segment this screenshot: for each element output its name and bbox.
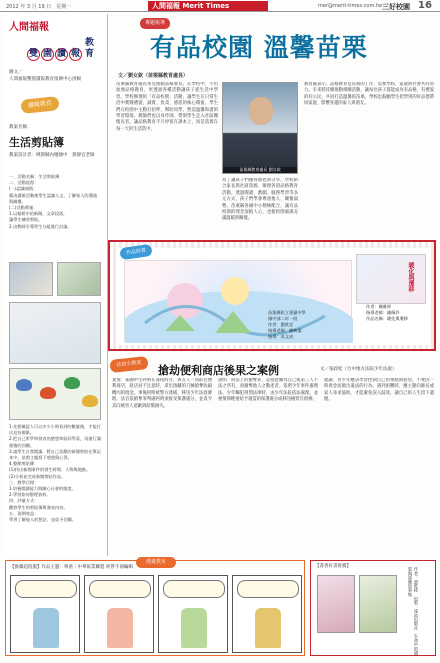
- speech-bubble: [237, 580, 299, 598]
- step-line: 1.先要確認人可以多少小時看到的數量後，才能打出這份報紙。: [9, 424, 101, 436]
- book-cover: [359, 575, 397, 633]
- article-title: 搶劫便利商店後果之案例: [158, 364, 279, 377]
- step-line: 一、活動名稱：生活剪貼簿: [9, 174, 60, 179]
- step-line: 2.由教師引導學生分組進行討論。: [9, 223, 72, 229]
- books-description: 作者：游乾桂 出版：遠流出版社 生命中的感恩與溫暖故事集: [408, 567, 419, 655]
- step-line: 4.整理剪貼簿：: [9, 461, 39, 467]
- caption-line: 作者：陳雅婷: [366, 304, 392, 309]
- comic-figure: [33, 608, 59, 648]
- speech-bubble: [89, 580, 151, 598]
- caption-line: 指導：吳文成: [268, 334, 294, 339]
- logo-char: 報: [70, 49, 80, 59]
- caption-line: 指導老師：陳映潔: [268, 328, 302, 333]
- feature-column-2: 為了讓孩子們懂得感恩與分享，學校結合家長與社區資源，辦理各項品格教育活動。透過閱讀、戲劇、服務學習等多元方式，孩子們學會尊重他人、關懷弱勢。苗栗縣各國中小積極配合，讓有品校園的理念深植人心，也使校園處處充滿溫暖與關懷。: [222, 178, 298, 222]
- article-tag: 法治小教室: [109, 356, 148, 373]
- artwork-inner: [116, 248, 430, 345]
- caption-line: 國中部二年一班: [268, 316, 298, 321]
- step-line: (2)分析並完成新聞剪貼作品。: [9, 473, 66, 479]
- logo-tail: 教育: [84, 38, 94, 59]
- lesson-label: 教案名稱：: [9, 125, 32, 130]
- step-line: (一)認識報紙：: [9, 186, 38, 192]
- portrait-face: [249, 97, 273, 125]
- header-section: 三好校園: [382, 3, 410, 11]
- lesson-badge: 讀報教育: [20, 96, 59, 114]
- artwork-box: [108, 240, 436, 351]
- bird-icon: [64, 377, 80, 389]
- comic-tag: 漫畫教室: [136, 557, 176, 568]
- header-date: 2012 年 3 月 19 日 星期一: [6, 4, 72, 10]
- bird-illustration: [9, 368, 101, 420]
- step-line: 四、評量方式：: [9, 498, 39, 504]
- comic-heading: 【換藥超值服】作品主題：尊重｜中華報業聯盟 經營手冊編輯: [10, 565, 133, 570]
- step-line: 學習了解他人的想法、並給予回饋。: [9, 517, 77, 523]
- step-line: 1.以報紙中的新聞、文章段落，: [9, 211, 68, 217]
- comic-panel: [232, 575, 302, 653]
- caption-line: 指導老師：鍾佩玲: [366, 310, 400, 315]
- header-email: mer@merit-times.com.tw: [318, 3, 382, 9]
- clipping-photo: [9, 302, 101, 364]
- article-column-2: 說明：刑法上的搶奪罪，是指意圖為自己或第三人不法之所有，而搶奪他人之動產者。依照少年事件處理法，少年觸犯刑罰法律時，由少年法院依法處理，並視情節輕重給予適當的保護處分或移送檢察官偵辦。: [218, 378, 318, 403]
- artwork-drawing: [125, 261, 353, 343]
- comic-strip: [5, 560, 305, 656]
- header-page-number: 16: [418, 0, 432, 11]
- speech-bubble: [163, 580, 225, 598]
- step-line: (1)找出新聞事件的發生時間、人物與地點。: [9, 467, 91, 473]
- left-author: [9, 69, 81, 83]
- lesson-designer: 教案設計者：桃園縣內壢國中 黃靜宜老師: [9, 153, 95, 158]
- logo-char: 讀: [56, 49, 66, 59]
- director-portrait: [222, 82, 298, 174]
- classroom-photo: [9, 262, 53, 296]
- step-line: 讓學生練習剪貼。: [9, 217, 43, 223]
- step-line: 3.請學生自我閱讀，將自己喜歡的新聞剪貼在筆記本中，依照主題寫下感想與心得。: [9, 448, 101, 461]
- lesson-steps-continued: [9, 424, 101, 523]
- student-artwork-2: [356, 254, 426, 304]
- article-column-3: 建議：青少年應該學習控制自己的情緒與慾望，不要因一時貪念而做出違法的行為。遇到困難時，應主動向師長或家人尋求協助，才能避免誤入歧途，讓自己的人生留下遺憾。: [324, 378, 434, 403]
- book-recommendation: [310, 560, 436, 656]
- logo-char: 園: [42, 49, 52, 59]
- artwork-caption-2: [366, 304, 408, 322]
- books-heading: 【書香好書推薦】: [315, 564, 351, 569]
- feature-title: 有品校園 溫馨苗栗: [150, 33, 368, 62]
- comic-panel: [10, 575, 80, 653]
- bird-icon: [82, 395, 98, 407]
- feature-column-1: 苗栗縣教育處長率先推動品格教育。在學校中，不但加強品格教育，更透過各種活動讓孩子從生活中學習。學校辦理的「有品校園」活動，讓學生在日常生活中實踐禮貌、誠實、負責、感恩的核心價值。學生們在校園中主動打招呼、幫助同學，營造溫馨和諧的學習環境。教師們也以身作則，帶領學生走入社區關懷長者，讓品格教育不只停留在課本上，而是落實在每一天的生活當中。: [116, 82, 218, 132]
- student-artwork-1: [124, 260, 352, 342]
- speech-bubble: [15, 580, 77, 598]
- header-brand: 人間福報 Merit Times: [148, 1, 268, 11]
- article-byline: 文／張政松（台中地方法院少年法庭）: [320, 367, 397, 372]
- caption-line: 作品名稱：暖化與遷移: [366, 316, 408, 321]
- feature-column-3: 教育處表示，品格教育是長期的工作，需要學校、家庭與社會共同努力。未來將持續推動相關活動，讓每位孩子都能成為有品格、有禮貌的好公民，共同打造溫馨的苗栗。學校也鼓勵學生把學到的好品德帶回家庭，影響身邊的家人與朋友。: [304, 82, 434, 107]
- author-line: 人間福報雙園讀報教育推廣中心供稿: [9, 77, 81, 82]
- portrait-caption: 苗栗縣教育處長 劉女欽: [223, 167, 297, 173]
- step-line: 二、活動流程：: [9, 180, 39, 186]
- caption-line: 作者：劉欣宜: [268, 322, 294, 327]
- logo-char: 雙: [28, 49, 38, 59]
- artwork-2-title: 暖化與遷移: [407, 262, 414, 292]
- step-line: 藉由讀報活動使學生認識人文、了解家人的溝通與關懷。: [9, 192, 97, 204]
- artwork-tag: 作品欣賞: [119, 244, 152, 260]
- lesson-name: 生活剪貼簿: [9, 136, 64, 149]
- step-line: 觀察學生的剪貼簿與發表內容。: [9, 504, 68, 510]
- feature-tag: 專題報導: [140, 18, 170, 29]
- artwork-caption-1: [268, 310, 306, 340]
- bird-icon: [16, 379, 32, 391]
- left-logo-sub: [27, 38, 97, 61]
- step-line: 2.學習如何整理資料。: [9, 492, 51, 498]
- comic-figure: [255, 608, 281, 648]
- step-line: 五、預期效益：: [9, 510, 39, 516]
- lesson-steps: [9, 174, 101, 230]
- step-line: (二)活動實施：: [9, 205, 38, 211]
- bird-icon: [40, 387, 56, 399]
- comic-figure: [181, 608, 207, 648]
- comic-panel: [158, 575, 228, 653]
- step-line: 1.培養閱讀能力與關心社會的態度。: [9, 486, 76, 492]
- caption-line: 苗栗縣私立建臺中學: [268, 310, 306, 315]
- feature-byline: 文／劉女欽（苗栗縣教育處長）: [118, 73, 189, 79]
- author-line: 圖文／: [9, 70, 23, 75]
- left-logo: 人間福報: [9, 22, 49, 33]
- step-line: 2.把自己所學和發表的感想拿給同學看，再進行讀報後的回饋。: [9, 436, 101, 448]
- page-header: [0, 0, 440, 12]
- left-column: [5, 14, 105, 556]
- article-column-1: 案情：某國中生阿明在深夜時分，與友人一同前往便利商店，趁店員不注意時，拿出預藏的刀械搶奪收銀機內的現金。事後阿明被警方逮捕，移送少年法庭審理。法官依搶奪罪判處阿明須接受保護處分，並責令其向被害人道歉與賠償損失。: [112, 378, 212, 409]
- step-line: 三、教學目標：: [9, 479, 39, 485]
- book-cover: [317, 575, 355, 633]
- comic-figure: [107, 608, 133, 648]
- comic-panel: [84, 575, 154, 653]
- students-photo: [57, 262, 101, 296]
